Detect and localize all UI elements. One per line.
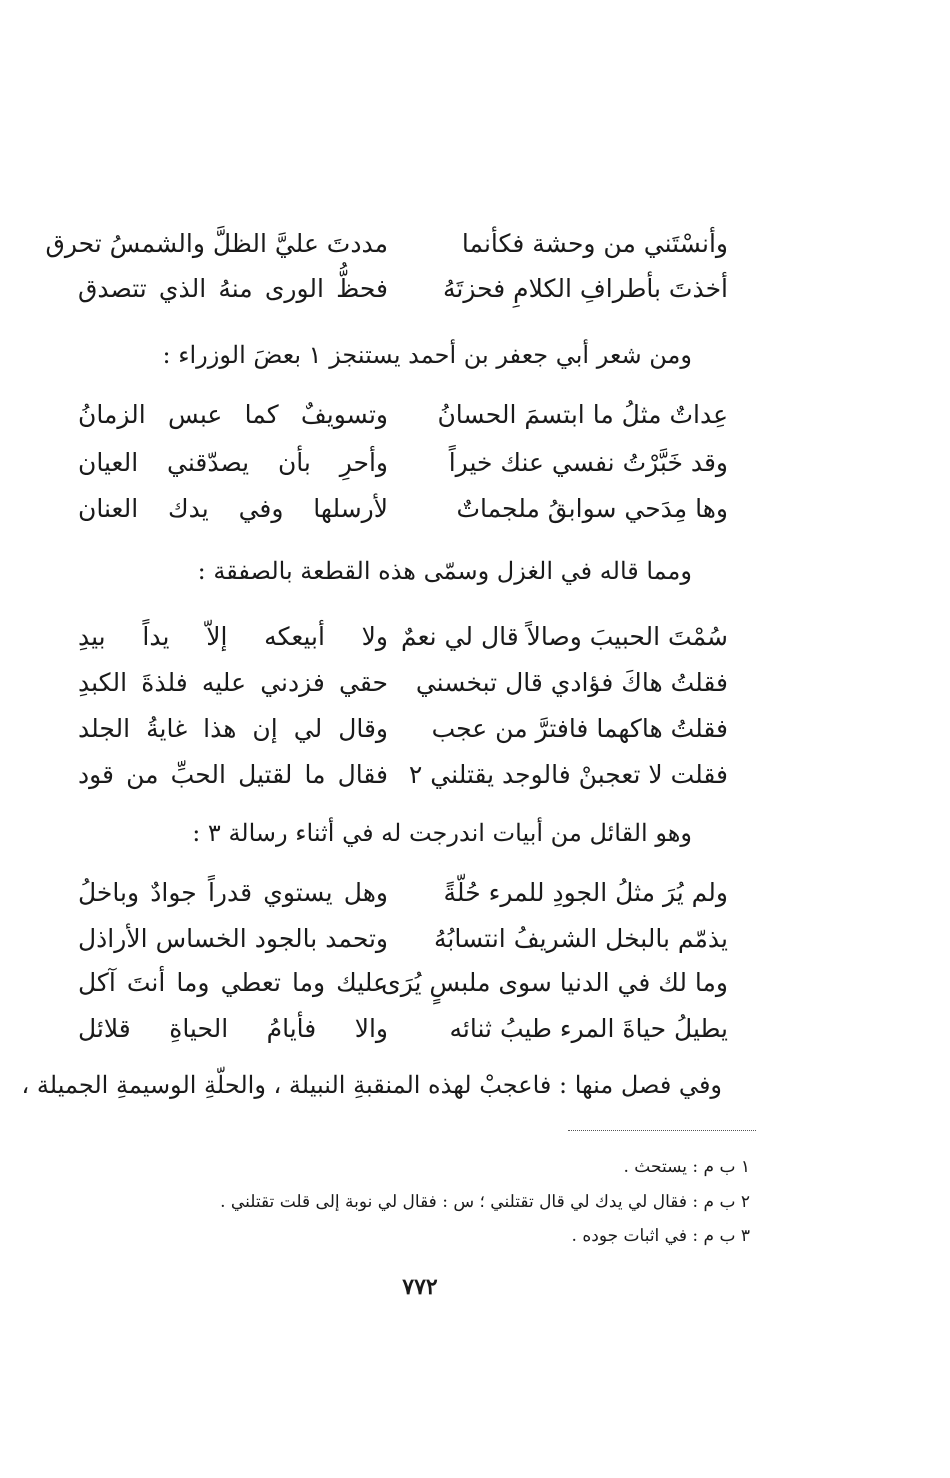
verse-line [78, 658, 728, 708]
first-hemistich: ولم يُرَ مثلُ الجودِ للمرء حُلّةً [443, 878, 728, 907]
second-hemistich: فقال ما لقتيل الحبِّ من قود [78, 760, 388, 789]
second-hemistich: والا فأيامُ الحياةِ قلائل [78, 1014, 388, 1043]
second-hemistich: حقي فزدني عليه فلذةَ الكبدِ [78, 668, 388, 697]
footnote: ١ ب م : يستحث . [623, 1157, 750, 1177]
second-hemistich: ولا أبيعكه إلاّ يداً بيدِ [78, 622, 388, 651]
verse-line [78, 1004, 728, 1054]
first-hemistich: وقد خَبَّرْتُ نفسي عنك خيراً [448, 448, 728, 477]
verse-line [78, 958, 728, 1008]
first-hemistich: فقلتُ هاكهما فافترَّ من عجب [431, 714, 728, 743]
footnote-separator [568, 1130, 756, 1131]
second-hemistich: فحظُّ الورى منهُ الذي تتصدق [78, 274, 388, 303]
first-hemistich: سُمْتَ الحبيبَ وصالاً قال لي نعمٌ [400, 622, 728, 651]
verse-line [78, 390, 728, 440]
verse-line [78, 264, 728, 314]
first-hemistich: وأنسْتَني من وحشة فكأنما [461, 229, 728, 258]
first-hemistich: فقلتُ هاكَ فؤادي قال تبخسني [415, 668, 728, 697]
verse-line [78, 484, 728, 534]
second-hemistich: وقال لي إن هذا غايةُ الجلد [78, 714, 388, 743]
first-hemistich: عِداتٌ مثلُ ما ابتسمَ الحسانُ [437, 400, 728, 429]
verse-line [78, 438, 728, 488]
intro-paragraph: ومما قاله في الغزل وسمّى هذه القطعة بالصفقة : [197, 557, 692, 585]
second-hemistich: وتحمد بالجود الخساس الأراذل [78, 924, 388, 953]
second-hemistich: لأرسلها وفي يدك العنان [78, 494, 388, 523]
first-hemistich: أخذتَ بأطرافِ الكلامِ فحزتَهُ [442, 274, 728, 303]
verse-line [78, 750, 728, 800]
first-hemistich: فقلت لا تعجبنْ فالوجد يقتلني ٢ [408, 760, 728, 789]
verse-line [45, 219, 728, 269]
first-hemistich: يذمّم بالبخل الشريفُ انتسابُهُ [434, 924, 728, 953]
intro-paragraph: ومن شعر أبي جعفر بن أحمد يستنجز ١ بعضَ الوزراء : [162, 341, 692, 369]
verse-line [78, 868, 728, 918]
second-hemistich: وأحرِ بأن يصدّقني العيان [78, 448, 388, 477]
second-hemistich: وهل يستوي قدراً جوادٌ وباخلُ [78, 878, 388, 907]
footnote: ٢ ب م : فقال لي يدك لي قال تقتلني ؛ س : فقال لي نوبة إلى قلت تقتلني . [220, 1192, 750, 1212]
page-number: ٧٧٢ [402, 1274, 438, 1300]
first-hemistich: وها مِدَحي سوابقُ ملجماتٌ [456, 494, 728, 523]
first-hemistich: يطيلُ حياةَ المرء طيبُ ثنائه [449, 1014, 728, 1043]
second-hemistich: عليك وما تعطي وما أنتَ آكل [78, 968, 388, 997]
intro-paragraph: وهو القائل من أبيات اندرجت له في أثناء رسالة ٣ : [192, 819, 692, 847]
second-hemistich: وتسويفٌ كما عبس الزمانُ [78, 400, 388, 429]
closing-paragraph: وفي فصل منها : فاعجبْ لهذه المنقبةِ النبيلة ، والحلّةِ الوسيمةِ الجميلة ، [21, 1071, 722, 1099]
verse-line [78, 704, 728, 754]
verse-line [78, 914, 728, 964]
verse-line [78, 612, 728, 662]
first-hemistich: وما لك في الدنيا سوى ملبسٍ يُرَى [381, 968, 728, 997]
footnote: ٣ ب م : في اثبات جوده . [571, 1226, 750, 1246]
second-hemistich: مددتَ عليَّ الظلَّ والشمسُ تحرق [45, 229, 388, 258]
